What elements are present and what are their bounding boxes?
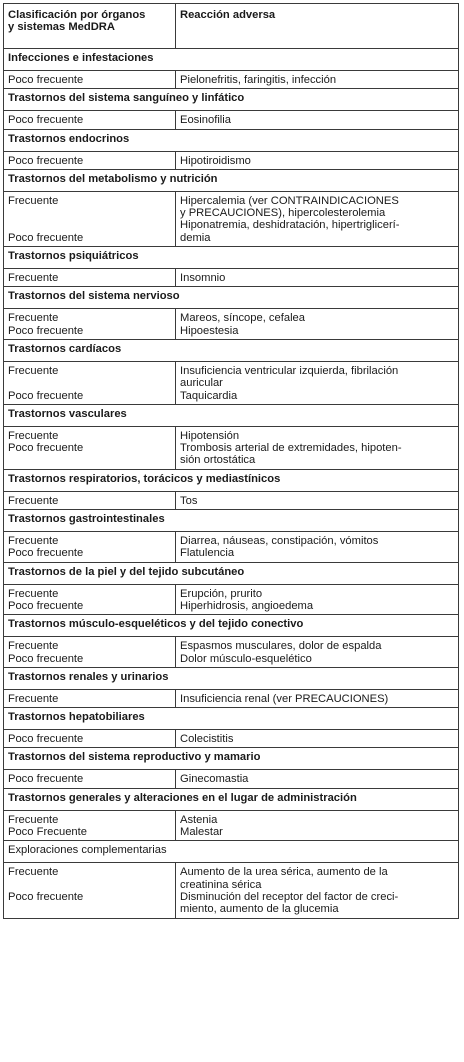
section-title: Trastornos psiquiátricos [4, 247, 459, 269]
header-adverse-reaction: Reacción adversa [176, 4, 459, 49]
frequency-label: Frecuente [8, 194, 59, 207]
reaction-cell [176, 426, 459, 469]
frequency-label: Poco frecuente [8, 154, 84, 167]
frequency-cell [4, 637, 176, 668]
line-spacer [8, 207, 171, 219]
frequency-cell [4, 71, 176, 89]
reaction-cell [176, 309, 459, 340]
reaction-cell [176, 491, 459, 509]
section-title: Trastornos del sistema nervioso [4, 287, 459, 309]
reaction-text: Insomnio [180, 272, 226, 285]
reaction-text: Disminución del receptor del factor de creci- [180, 890, 399, 903]
section-row [4, 788, 459, 810]
reaction-text: Eosinofilia [180, 114, 231, 127]
reaction-text: Erupción, prurito [180, 587, 263, 600]
frequency-cell [4, 863, 176, 918]
frequency-cell [4, 426, 176, 469]
section-row [4, 129, 459, 151]
table-row [4, 730, 459, 748]
reaction-text: miento, aumento de la glucemia [180, 903, 339, 916]
table-body [4, 4, 459, 919]
section-title: Trastornos generales y alteraciones en el lugar de administración [4, 788, 459, 810]
reaction-cell [176, 191, 459, 246]
section-row [4, 510, 459, 532]
section-title: Infecciones e infestaciones [4, 49, 459, 71]
reaction-cell [176, 637, 459, 668]
section-title: Trastornos del sistema reproductivo y mamario [4, 748, 459, 770]
line-spacer [8, 454, 171, 466]
frequency-label: Frecuente [8, 866, 59, 879]
section-row [4, 562, 459, 584]
frequency-label: Poco frecuente [8, 324, 84, 337]
frequency-label: Poco frecuente [8, 599, 84, 612]
frequency-cell [4, 151, 176, 169]
reaction-cell [176, 151, 459, 169]
frequency-label: Poco frecuente [8, 652, 84, 665]
frequency-label: Poco frecuente [8, 547, 84, 560]
reaction-text: Astenia [180, 813, 218, 826]
reaction-text: Trombosis arterial de extremidades, hipoten- [180, 442, 402, 455]
frequency-label: Frecuente [8, 272, 59, 285]
reaction-text: Dolor músculo-esquelético [180, 652, 312, 665]
frequency-cell [4, 730, 176, 748]
reaction-text: Aumento de la urea sérica, aumento de la [180, 866, 388, 879]
reaction-cell [176, 730, 459, 748]
reaction-text: Espasmos musculares, dolor de espalda [180, 640, 382, 653]
frequency-label: Poco frecuente [8, 389, 84, 402]
frequency-label: Poco frecuente [8, 773, 84, 786]
reaction-text: Hipercalemia (ver CONTRAINDICACIONES [180, 194, 399, 207]
reaction-cell [176, 863, 459, 918]
reaction-text: Hipotiroidismo [180, 154, 251, 167]
frequency-label: Frecuente [8, 429, 59, 442]
table-row [4, 637, 459, 668]
table-header-row [4, 4, 459, 49]
frequency-cell [4, 191, 176, 246]
line-spacer [8, 903, 171, 915]
frequency-cell [4, 309, 176, 340]
reaction-text: Hipotensión [180, 429, 240, 442]
section-row [4, 404, 459, 426]
frequency-label: Frecuente [8, 813, 59, 826]
reaction-text: Ginecomastia [180, 773, 249, 786]
reaction-cell [176, 584, 459, 615]
frequency-label: Poco frecuente [8, 733, 84, 746]
reaction-text: demia [180, 231, 211, 244]
reaction-text: Diarrea, náuseas, constipación, vómitos [180, 535, 379, 548]
reaction-text: Hiponatremia, deshidratación, hipertriglicerí- [180, 219, 400, 232]
table-row [4, 111, 459, 129]
reaction-cell [176, 810, 459, 841]
line-spacer [8, 879, 171, 891]
adverse-reactions-table [3, 3, 459, 919]
reaction-text: Hipoestesia [180, 324, 239, 337]
reaction-cell [176, 689, 459, 707]
section-title: Trastornos cardíacos [4, 339, 459, 361]
reaction-cell [176, 71, 459, 89]
table-row [4, 269, 459, 287]
reaction-text: auricular [180, 377, 223, 390]
table-row [4, 426, 459, 469]
reaction-text: sión ortostática [180, 454, 256, 467]
section-title: Trastornos endocrinos [4, 129, 459, 151]
reaction-text: Hiperhidrosis, angioedema [180, 599, 314, 612]
frequency-label: Frecuente [8, 364, 59, 377]
table-row [4, 361, 459, 404]
section-title: Trastornos gastrointestinales [4, 510, 459, 532]
frequency-label: Poco frecuente [8, 114, 84, 127]
table-row [4, 309, 459, 340]
table-row [4, 532, 459, 563]
line-spacer [8, 377, 171, 389]
frequency-label: Poco frecuente [8, 74, 84, 86]
section-row [4, 49, 459, 71]
section-title: Trastornos respiratorios, torácicos y mediastínicos [4, 469, 459, 491]
reaction-text: Colecistitis [180, 733, 234, 746]
frequency-cell [4, 810, 176, 841]
table-row [4, 689, 459, 707]
section-row [4, 169, 459, 191]
reaction-text: creatinina sérica [180, 878, 262, 891]
frequency-label: Frecuente [8, 587, 59, 600]
section-title: Trastornos hepatobiliares [4, 708, 459, 730]
frequency-cell [4, 111, 176, 129]
header-organ-class [4, 4, 176, 49]
reaction-text: Mareos, síncope, cefalea [180, 312, 305, 325]
frequency-cell [4, 491, 176, 509]
frequency-label: Frecuente [8, 494, 59, 507]
reaction-text: Tos [180, 494, 198, 507]
reaction-text: Flatulencia [180, 547, 235, 560]
section-title: Exploraciones complementarias [4, 841, 459, 863]
table-row [4, 491, 459, 509]
section-row [4, 89, 459, 111]
reaction-cell [176, 770, 459, 788]
table-row [4, 810, 459, 841]
section-title: Trastornos músculo-esqueléticos y del tejido conectivo [4, 615, 459, 637]
table-row [4, 863, 459, 918]
frequency-label: Poco frecuente [8, 231, 84, 244]
frequency-cell [4, 770, 176, 788]
section-row [4, 469, 459, 491]
reaction-cell [176, 269, 459, 287]
section-row [4, 841, 459, 863]
frequency-cell [4, 269, 176, 287]
section-title: Trastornos de la piel y del tejido subcutáneo [4, 562, 459, 584]
frequency-cell [4, 584, 176, 615]
reaction-text: y PRECAUCIONES), hipercolesterolemia [180, 207, 386, 220]
frequency-label: Frecuente [8, 535, 59, 548]
frequency-cell [4, 532, 176, 563]
reaction-text: Taquicardia [180, 389, 238, 402]
section-row [4, 339, 459, 361]
frequency-cell [4, 689, 176, 707]
section-row [4, 667, 459, 689]
reaction-text: Pielonefritis, faringitis, infección [180, 74, 337, 86]
reaction-text: Malestar [180, 826, 223, 839]
section-row [4, 287, 459, 309]
reaction-cell [176, 111, 459, 129]
header-organ-class-line: Clasificación por órganos [8, 9, 146, 21]
table-row [4, 584, 459, 615]
table-row [4, 191, 459, 246]
reaction-text: Insuficiencia renal (ver PRECAUCIONES) [180, 692, 389, 705]
header-organ-class-line: y sistemas MedDRA [8, 21, 115, 34]
frequency-label: Frecuente [8, 640, 59, 653]
section-title: Trastornos del metabolismo y nutrición [4, 169, 459, 191]
line-spacer [8, 219, 171, 231]
frequency-label: Frecuente [8, 692, 59, 705]
section-row [4, 247, 459, 269]
frequency-label: Poco frecuente [8, 890, 84, 903]
reaction-cell [176, 532, 459, 563]
section-title: Trastornos del sistema sanguíneo y linfático [4, 89, 459, 111]
section-title: Trastornos vasculares [4, 404, 459, 426]
frequency-cell [4, 361, 176, 404]
frequency-label: Poco Frecuente [8, 826, 87, 839]
table-row [4, 770, 459, 788]
section-row [4, 748, 459, 770]
section-title: Trastornos renales y urinarios [4, 667, 459, 689]
reaction-cell [176, 361, 459, 404]
section-row [4, 708, 459, 730]
table-row [4, 151, 459, 169]
section-row [4, 615, 459, 637]
table-row [4, 71, 459, 89]
reaction-text: Insuficiencia ventricular izquierda, fibrilación [180, 364, 399, 377]
frequency-label: Poco frecuente [8, 442, 84, 455]
frequency-label: Frecuente [8, 312, 59, 325]
